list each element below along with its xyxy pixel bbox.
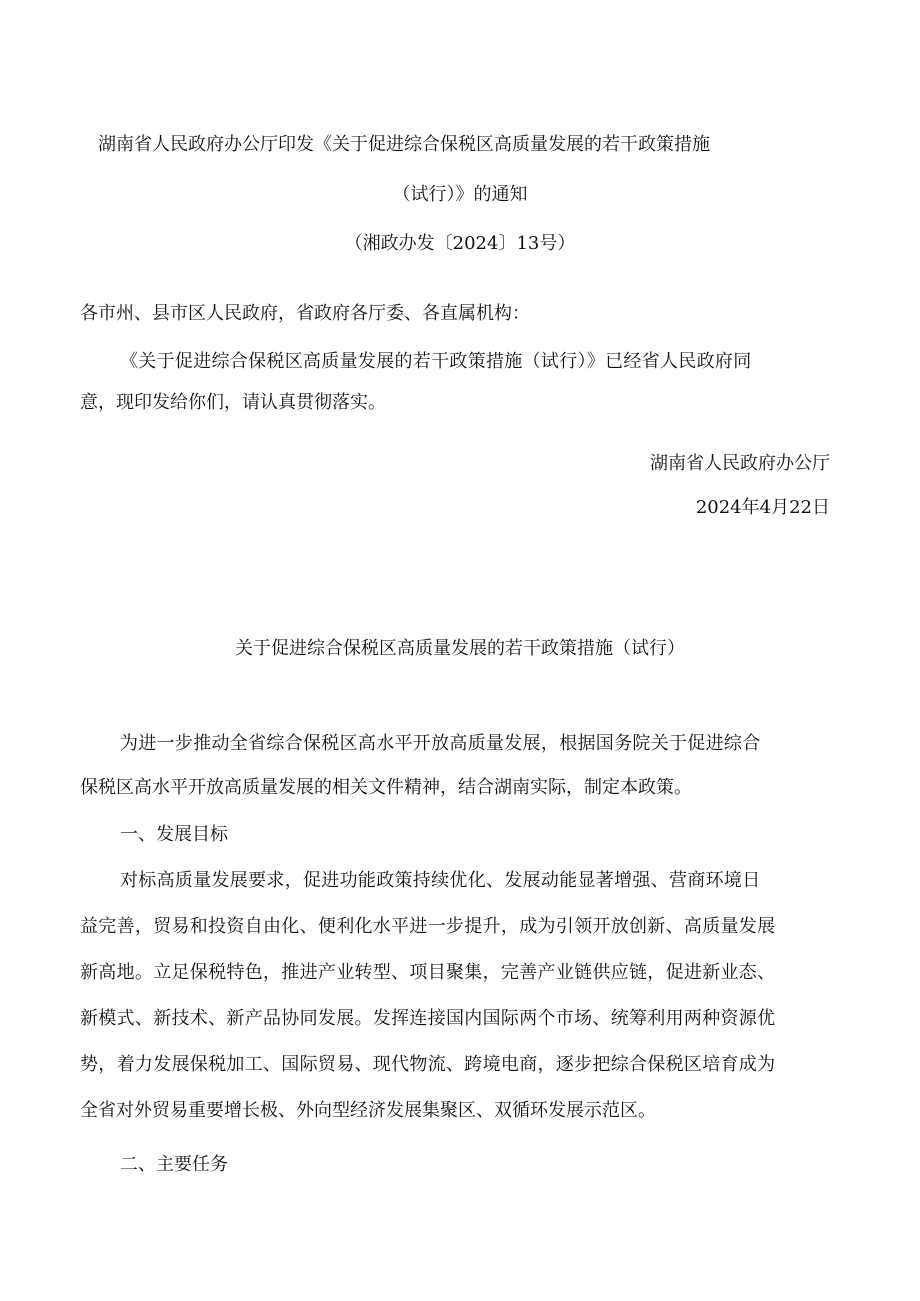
signature-organization: 湖南省人民政府办公厅: [650, 453, 830, 474]
salutation: 各市州、县市区人民政府，省政府各厅委、各直属机构：: [80, 303, 530, 324]
goals-paragraph-line: 全省对外贸易重要增长极、外向型经济发展集聚区、双循环发展示范区。: [80, 1100, 656, 1121]
goals-paragraph-line: 对标高质量发展要求，促进功能政策持续优化、发展动能显著增强、营商环境日: [120, 870, 761, 891]
document-number: （湘政办发〔2024〕13号）: [344, 233, 576, 254]
notice-body-line-1: 《关于促进综合保税区高质量发展的若干政策措施（试行）》已经省人民政府同: [120, 351, 752, 372]
measures-title: 关于促进综合保税区高质量发展的若干政策措施（试行）: [235, 638, 685, 659]
intro-line-2: 保税区高水平开放高质量发展的相关文件精神，结合湖南实际，制定本政策。: [80, 777, 692, 798]
goals-paragraph-line: 益完善，贸易和投资自由化、便利化水平进一步提升，成为引领开放创新、高质量发展: [80, 916, 776, 937]
intro-line-1: 为进一步推动全省综合保税区高水平开放高质量发展，根据国务院关于促进综合: [120, 733, 761, 754]
goals-paragraph-line: 势，着力发展保税加工、国际贸易、现代物流、跨境电商，逐步把综合保税区培育成为: [80, 1054, 776, 1075]
notice-body-line-2: 意，现印发给你们，请认真贯彻落实。: [80, 392, 386, 413]
signature-date: 2024年4月22日: [695, 497, 830, 518]
notice-title-line-1: 湖南省人民政府办公厅印发《关于促进综合保税区高质量发展的若干政策措施: [98, 134, 710, 155]
goals-paragraph-line: 新高地。立足保税特色，推进产业转型、项目聚集，完善产业链供应链，促进新业态、: [80, 962, 776, 983]
section-heading-tasks: 二、主要任务: [120, 1154, 228, 1175]
section-heading-goals: 一、发展目标: [120, 824, 228, 845]
notice-title-line-2: （试行）》的通知: [392, 184, 528, 205]
goals-paragraph-line: 新模式、新技术、新产品协同发展。发挥连接国内国际两个市场、统筹利用两种资源优: [80, 1008, 776, 1029]
